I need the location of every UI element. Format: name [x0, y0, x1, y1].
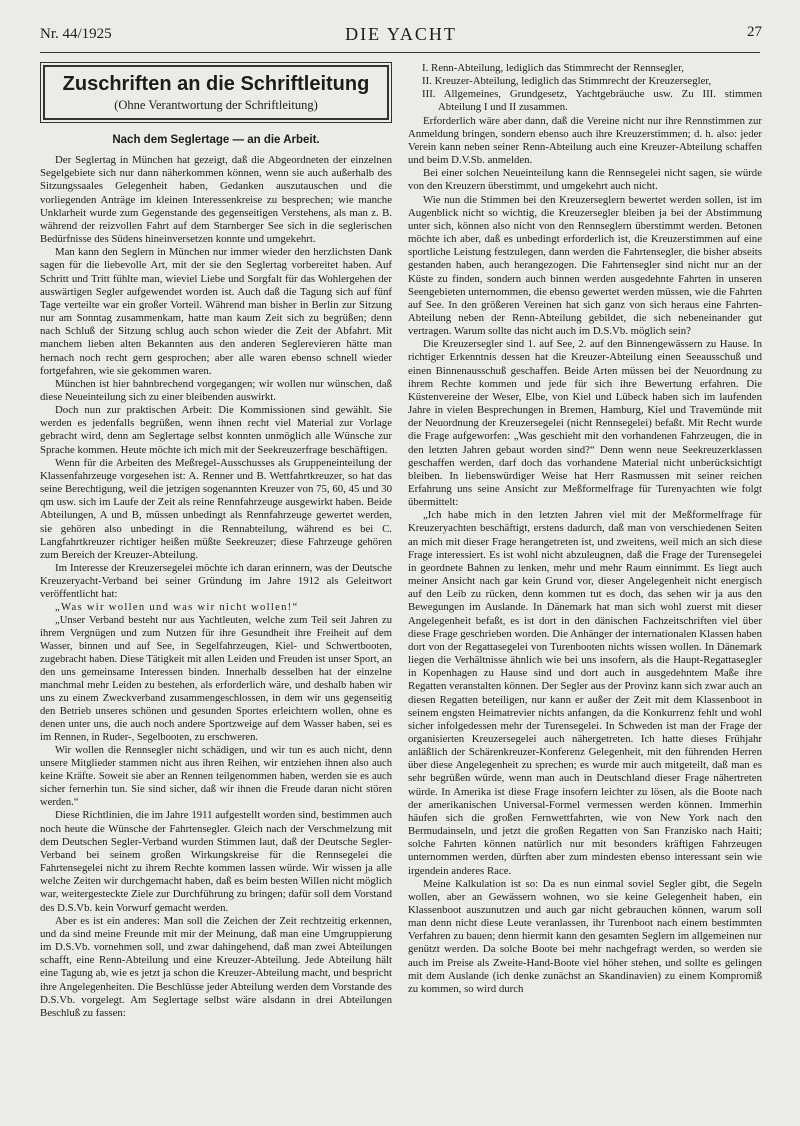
- paragraph: Diese Richtlinien, die im Jahre 1911 aufgestellt worden sind, bestimmen auch noch heute die Wünsche der Fahrtensegler. Gleich nach der Verschmelzung mit dem Deutschen Segler-Verband wurden Stimmen laut, daß der Deutsche Segler-Verband bei seinem großen Wirkungskreise für die Rennsegelei die Fahrtensegelei nicht zu ihrem Rechte kommen lassen würde. Wir wissen ja alle welche Zeiten wir durchgemacht haben, daß es beim besten Willen nicht möglich war, weitergesteckte Ziele zur Durchführung zu bringen; dafür soll dem Vorstand des D.S.Vb. kein Vorwurf gemacht werden.: [40, 809, 392, 914]
- section-subtitle: (Ohne Verantwortung der Schriftleitung): [114, 98, 318, 112]
- paragraph: Doch nun zur praktischen Arbeit: Die Kommissionen sind gewählt. Sie werden es jedenfalls begrüßen, wenn ihnen recht viel Material zur Vorlage gebracht wird, denn am Seglertage selbst konnten unmöglich alle Wünsche zur Sprache kommen. Heute möchte ich mich mit der Seekreuzerfrage beschäftigen.: [40, 404, 392, 456]
- paragraph: Im Interesse der Kreuzersegelei möchte ich daran erinnern, was der Deutsche Kreuzeryacht-Verband bei seiner Gründung im Jahre 1912 als Geleitwort veröffentlicht hat:: [40, 562, 392, 601]
- paragraph: Die Kreuzersegler sind 1. auf See, 2. auf den Binnengewässern zu Hause. In richtiger Erkenntnis dessen hat die Kreuzer-Abteilung einen Seeausschuß und einen Binnenausschuß geschaffen. Beide Arten müssen bei der Neuordnung zu ihrem Rechte kommen und jede für sich ihre Bewertung erfahren. Die Küstenvereine der Weser, Elbe, von Kiel und Lübeck haben sich im laufenden Jahre in vielen Besprechungen in Bremen, Hamburg, Kiel und Travemünde mit der Neuordnung der Kreuzersegelei (nicht Rennsegelei) befaßt. Mit Recht wurde die Frage aufgeworfen: „Was geschieht mit den vorhandenen Fahrzeugen, die in den letzten Jahren gebaut worden sind?“ Denn wenn neue Seekreuzerklassen geschaffen werden, darf doch das vorhandene Material nicht unberücksichtigt bleiben. In liebenswürdiger Weise hat Herr Rasmussen mit seiner reichen Erfahrung uns seine Ansicht zur Meßformelfrage für Turenyachten wie folgt übermittelt:: [408, 338, 762, 509]
- page-header: [40, 22, 762, 48]
- section-box: [43, 65, 389, 120]
- quote-heading: „Was wir wollen und was wir nicht wollen!“: [55, 602, 299, 614]
- list-item: III. Allgemeines, Grundgesetz, Yachtgebräuche usw. Zu III. stimmen Abteilung I und II zusammen.: [422, 88, 762, 114]
- quote-paragraph: Wir wollen die Rennsegler nicht schädigen, und wir tun es auch nicht, denn unsere Mitglieder stammen nicht aus ihren Reihen, wir entziehen ihnen also auch keine Kräfte. Soweit sie aber an Rennen teilgenommen haben, werden sie es auch sicher fernerhin tun. Sie sind sicher, daß wir ihnen die Freude daran nicht stören werden.“: [40, 745, 392, 809]
- paragraph: Der Seglertag in München hat gezeigt, daß die Abgeordneten der einzelnen Segelgebiete sich nur dann näherkommen können, wenn sie auch außerhalb des Sitzungssaales Gelegenheit haben, Gedanken auszutauschen und die vorliegenden Anträge im kleinen Interessenkreise zu besprechen; wie manche Unklarheit wurde zum Gegenstande des gegenseitigen Verstehens, als man z. B. während der reizvollen Fahrt auf dem Starnberger See sich in die seglerischen Bedürfnisse des Südens hineinversetzen konnte und umgekehrt.: [40, 154, 392, 246]
- journal-title: DIE YACHT: [345, 24, 457, 44]
- paragraph: „Ich habe mich in den letzten Jahren viel mit der Meßformelfrage für Kreuzeryachten beschäftigt, erstens dadurch, daß man von verschiedenen Seiten an mich mit dieser Frage herangetreten ist, und zweitens, weil mich an sich diese Frage interessiert. Es ist wohl nicht abzuleugnen, daß die Frage der Turensegelei in geordnete Bahnen zu lenken, mehr und mehr Raum einnimmt. Es liegt auch meiner Ansicht nach gar kein Grund vor, dieser Angelegenheit nicht energisch auf den Leib zu rücken, denn kommen tut es doch, das sehen wir ja aus den Bewegungen im Auslande. In Dänemark hat man sich wohl zuerst mit dieser Angelegenheit befaßt, es ist dort in den dänischen Fachzeitschriften viel über diese Frage geschrieben worden. Die Anhänger der internationalen Klassen haben dort von der Regattasegelei von Turenbooten nichts wissen wollen. In Dänemark liegen die Verhältnisse ähnlich wie bei uns insofern, als die Haupt-Regattasegler in Kopenhagen zu Hause sind und dort auch in ausgedehntem Maße ihre Regatten veranstalten können. Der Segler aus der Provinz kann sich zwar auch an diesen Regatten beteiligen, nur kann er außer der Zeit mit dem Klassenboot in seinem engsten Heimatrevier nichts anfangen, da die Konkurrenz fehlt und wohl sicher infolgedessen mehr der Turensegelei. In Schweden ist man der Frage der organisierten Kreuzersegelei auch nähergetreten. Ich hatte dieses Frühjahr anläßlich der Schärenkreuzer-Konferenz Gelegenheit, mit den führenden Herren über diese Angelegenheit zu sprechen; es wurde mir auch mitgeteilt, daß man es sehr begrüßen würde, wenn man auch in Deutschland dieser Frage nähertreten würde. In Amerika ist diese Frage insofern leichter zu lösen, als die Boote nach der amerikanischen Universal-Formel vermessen werden können. Immerhin häufen sich die großen Fernwettfahrten, wie von New York nach den Bermudainseln, und jetzt die großen Regatten von San Franzisko nach Haiti; solche Fahrten können natürlich nur mit besonders kräftigen Fahrzeugen unternommen werden, dürften aber zum mindesten ebenso interessant sein wie irgendein anderes Race.: [408, 509, 762, 877]
- paragraph: Wie nun die Stimmen bei den Kreuzerseglern bewertet werden sollen, ist im Augenblick nicht so wichtig, die Kreuzersegler bleiben ja bei der Abstimmung unter sich, können also nicht von den Rennseglern überstimmt werden. Betonen möchte ich aber, daß es unbedingt erforderlich ist, die Kreuzerstimmen auf eine sportliche Leistung festzulegen, dann werden die Fahrtensegler, die bisher abseits gestanden haben, auch herangezogen. Die Fahrtensegler sind nicht nur an der Küste zu finden, sondern auch binnen werden ausgedehnte Fahrten in unseren Seengebieten unternommen, die ebenso gewertet werden müssen, wie die Fahrten auf See. In den größeren Vereinen hat sich ganz von sich heraus eine Fahrten-Abteilung neben der Renn-Abteilung gebildet, die sich nebeneinander gut vertragen. Warum sollte das nicht auch im D.S.Vb. möglich sein?: [408, 193, 762, 338]
- paragraph: Erforderlich wäre aber dann, daß die Vereine nicht nur ihre Rennstimmen zur Anmeldung bringen, sondern ebenso auch ihre Kreuzerstimmen; d. h. also: jeder Verein kann neben seiner Renn-Abteilung auch eine Kreuzer-Abteilung schaffen und beim D.V.Sb. anmelden.: [408, 114, 762, 167]
- paragraph: Meine Kalkulation ist so: Da es nun einmal soviel Segler gibt, die Segeln wollen, aber an Gewässern wohnen, wo sie keine Gelegenheit haben, ein Klassenboot auszunutzen und auch gar nicht gebrauchen können, warum soll man denn nicht diese Leute veranlassen, ihr Turenboot nach einem bestimmten Verfahren zu bauen; denn hiermit kann den gesamten Seglern im allgemeinen nur genützt werden. Da solche Boote bei mehr nachgefragt werden, so werden sie auch im Preise als Zweite-Hand-Boote viel höher stehen, und sollte es gelingen mit dem Auslande (ich denke zunächst an Skandinavien) zu einem Kompromiß zu kommen, so wird durch: [408, 877, 762, 995]
- left-column: [40, 62, 392, 1020]
- page-number: 27: [747, 24, 762, 40]
- division-list: [408, 62, 762, 115]
- quote-paragraph: „Unser Verband besteht nur aus Yachtleuten, welche zum Teil seit Jahren zu ihrem Vergnügen und zum Nutzen für ihre Gesundheit ihre Freiheit auf dem Wasser, binnen und auf See, in Segelfahrzeugen, Kiel- und Schwertbooten, zugebracht haben. Diese Tätigkeit mit allen Leiden und Freuden ist unser Sport, an den uns gemeinsame Interessen binden. Innerhalb desselben hat der einzelne manchmal mehr Leiden zu bestehen, als erforderlich wäre, und deshalb haben wir uns zu einem Zweckverband zusammengeschlossen, in dem wir uns gegenseitig den Betrieb unseres schönen und gesunden Sportes erleichtern wollen, ohne es denen unter uns, die auch noch andere Sportzweige auf dem Wasser haben, sei es im Rennen, in Ruder-, Segelbooten, zu erschweren.: [40, 615, 392, 744]
- paragraph: Man kann den Seglern in München nur immer wieder den herzlichsten Dank sagen für die liebevolle Art, mit der sie den Seglertag vorbereitet haben. Auf Schritt und Tritt fühlte man, wieviel Liebe und Sorgfalt für das Wohlergehen der auswärtigen Segler aufgewendet worden ist. Auch daß die Tagung sich auf fünf Tage verteilte war ein großer Vorteil. Während man bisher in Berlin zur Sitzung nur am Sonntag zusammenkam, hatte man kaum Zeit sich zu begrüßen; denn nach Schluß der Sitzung schlug auch schon wieder die Zeit der Abfahrt. Mit manchem lieben alten Bekannten aus den anderen Seglerevieren hätte man hernach noch recht gern gesprochen; aber alle waren ebenso schnell wieder fortgefahren, wie sie gekommen waren.: [40, 246, 392, 377]
- paragraph: Wenn für die Arbeiten des Meßregel-Ausschusses als Gruppeneinteilung der Klassenfahrzeuge vorgesehen ist: A. Renner und B. Wettfahrtkreuzer, so hat das seine Berechtigung, weil die jetzigen sogenannten Kreuzer von 75, 60, 45 und 30 qm usw. sich im Laufe der Zeit als reine Rennfahrzeuge ausgewirkt haben. Beide Abteilungen, A und B, müssen unbedingt als Rennfahrzeuge gewertet werden, sie gehören also unbedingt in die Rennabteilung, während es bei C. Langfahrtkreuzer richtiger heißen müßte Seekreuzer; diese Fahrzeuge gehören zum Bereich der Kreuzer-Abteilung.: [40, 456, 392, 561]
- right-column: [408, 62, 762, 996]
- list-item: I. Renn-Abteilung, lediglich das Stimmrecht der Rennsegler,: [422, 62, 684, 74]
- paragraph: Bei einer solchen Neueinteilung kann die Rennsegelei nicht sagen, sie würde von den Kreuzern überstimmt, und umgekehrt auch nicht.: [408, 167, 762, 193]
- paragraph: Aber es ist ein anderes: Man soll die Zeichen der Zeit rechtzeitig erkennen, und da sind meine Freunde mit mir der Meinung, daß man eine Umgruppierung im D.S.Vb. vornehmen soll, und zwar dahingehend, daß man zwei Abteilungen schafft, eine Renn-Abteilung und eine Kreuzer-Abteilung. Jede Abteilung hält eine Tagung ab, wie es jetzt ja schon die Kreuzer-Abteilung macht, und bespricht ihre Angelegenheiten. Die Beschlüsse jeder Abteilung werden dem Vorstande des D.S.Vb. vorgelegt. Am Seglertage selbst wäre alsdann in drei Abteilungen Beschluß zu fassen:: [40, 914, 392, 1019]
- paragraph: München ist hier bahnbrechend vorgegangen; wir wollen nur wünschen, daß diese Neueinteilung sich zu einer bleibenden auswirkt.: [40, 377, 392, 403]
- list-item: II. Kreuzer-Abteilung, lediglich das Stimmrecht der Kreuzersegler,: [422, 75, 712, 88]
- article-heading: Nach dem Seglertage — an die Arbeit.: [112, 134, 320, 146]
- section-title: Zuschriften an die Schriftleitung: [62, 73, 370, 95]
- issue-number: Nr. 44/1925: [40, 26, 112, 42]
- header-rule: [40, 52, 760, 53]
